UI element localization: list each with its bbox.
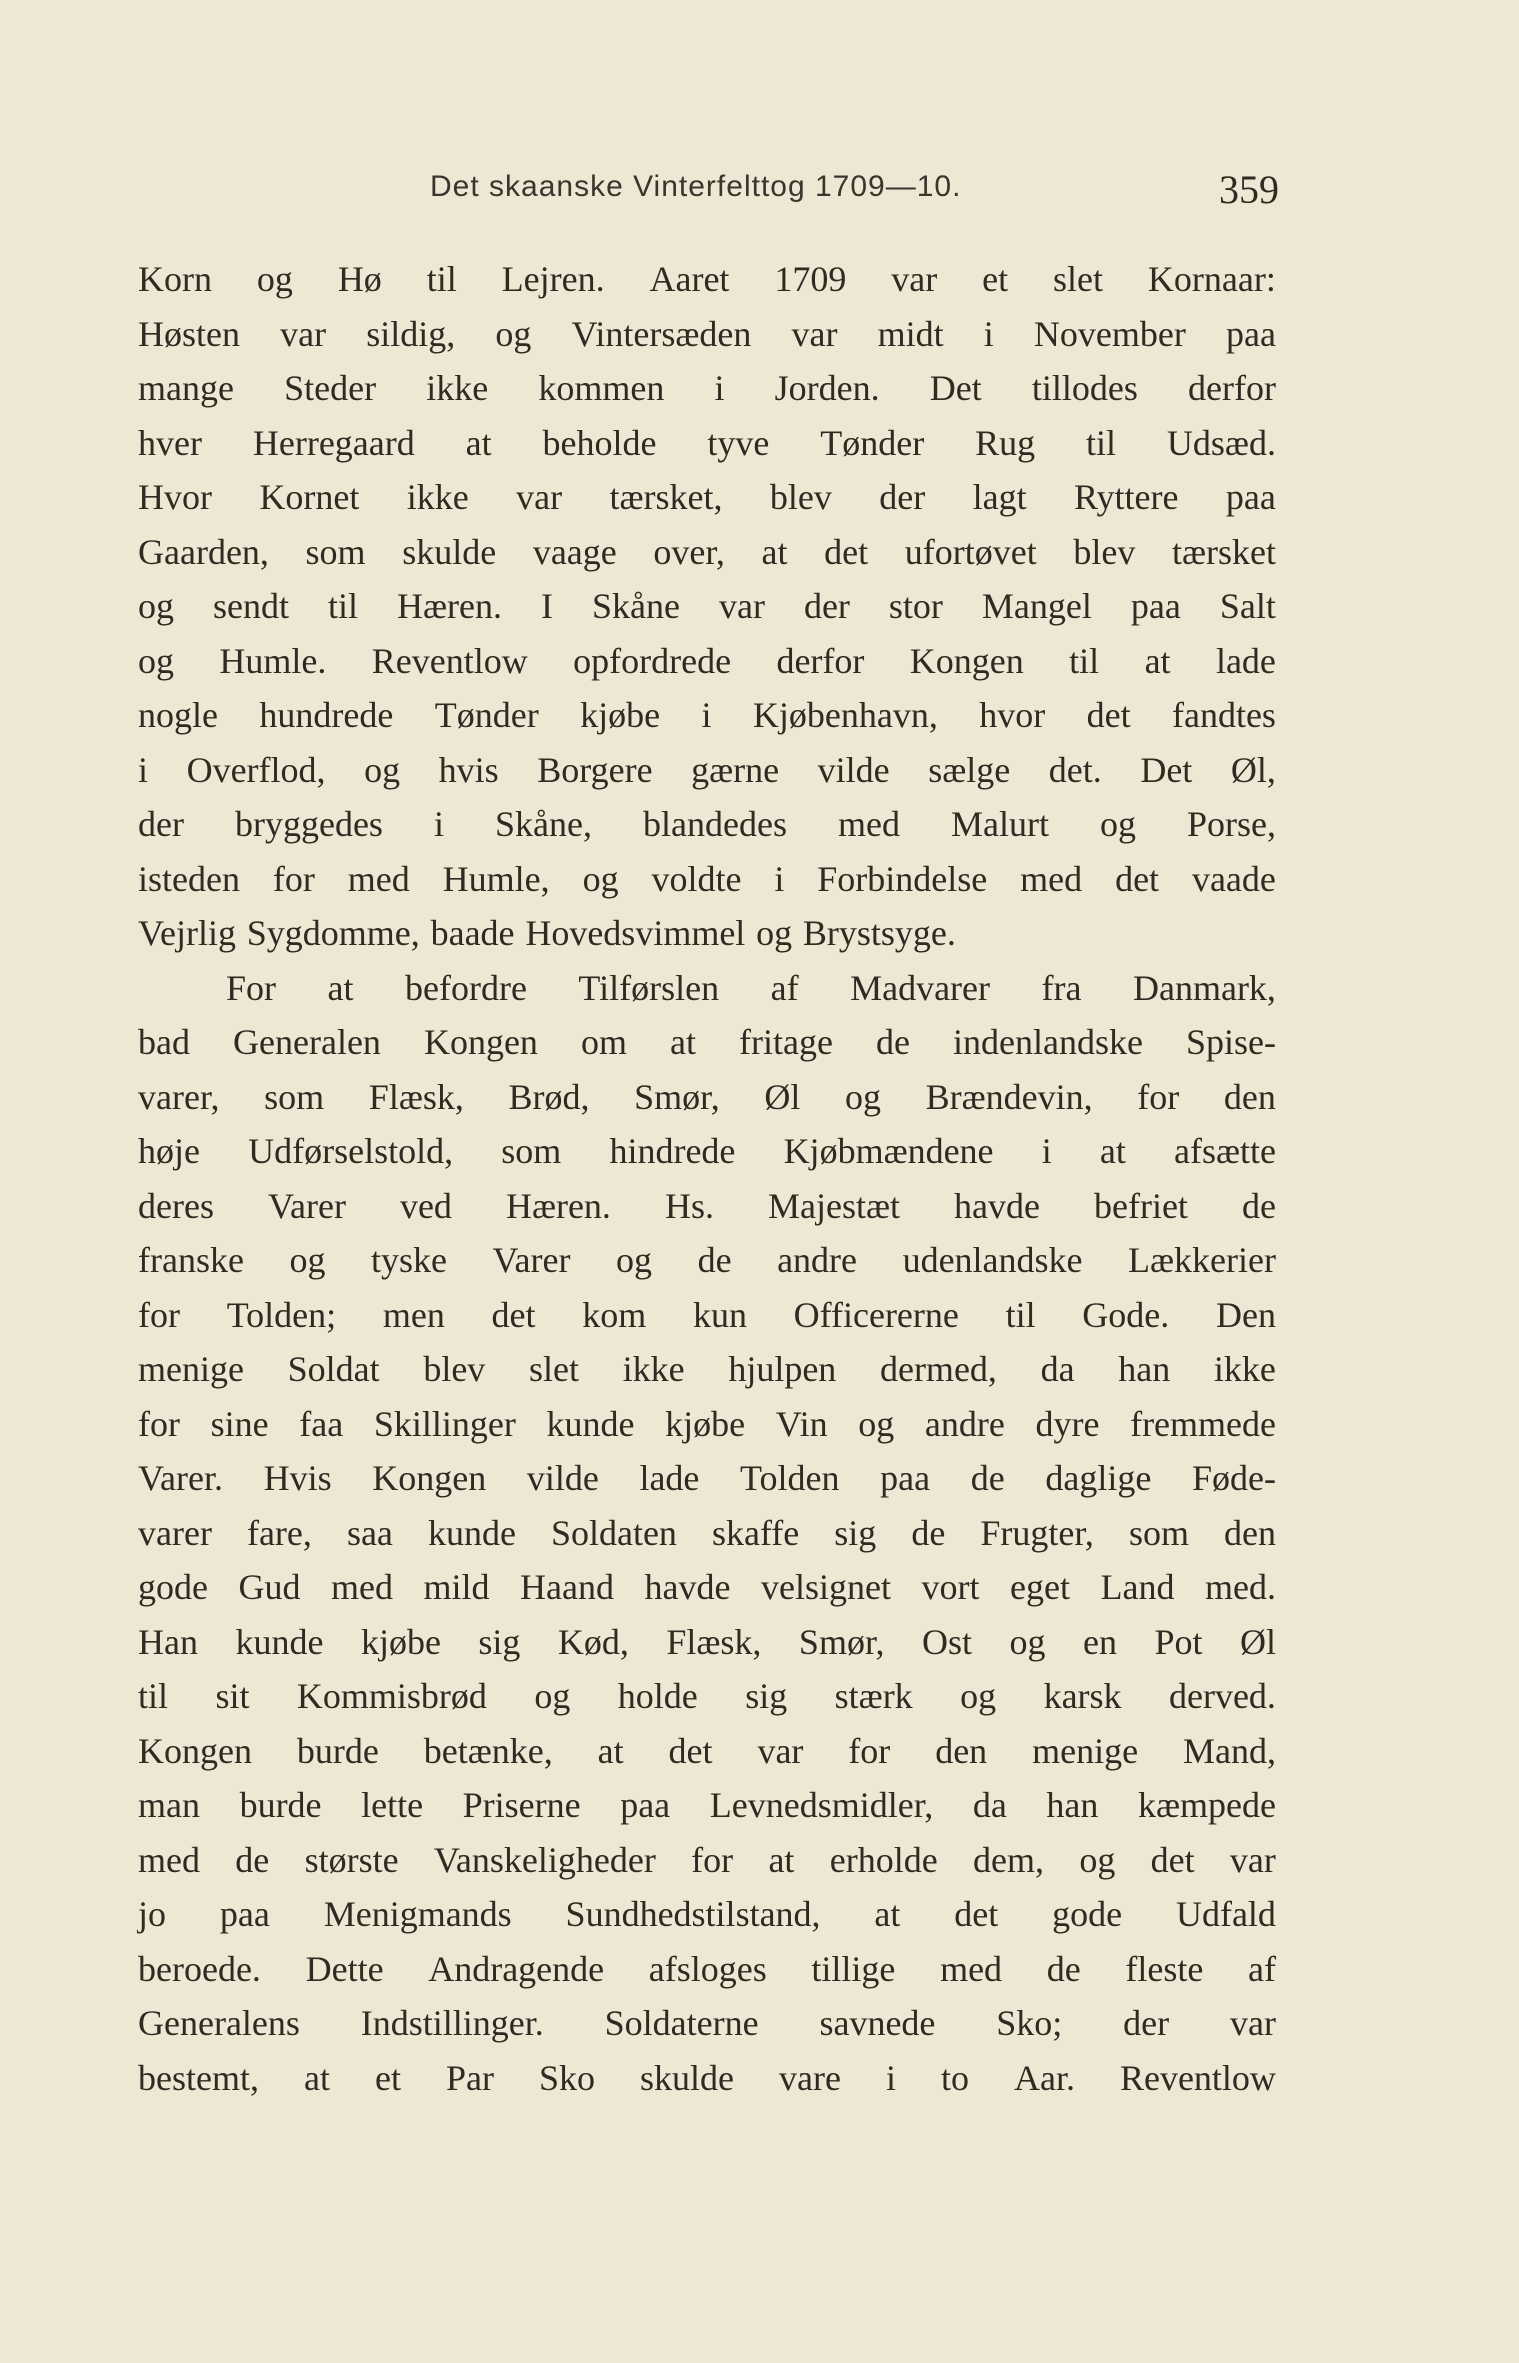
text-line: varer fare, saa kunde Soldaten skaffe sig de Frugter, som den xyxy=(138,1512,1276,1553)
text-line: og Humle. Reventlow opfordrede derfor Kongen til at lade xyxy=(138,640,1276,681)
text-line: for sine faa Skillinger kunde kjøbe Vin og andre dyre fremmede xyxy=(138,1403,1276,1444)
text-line: Korn og Hø til Lejren. Aaret 1709 var et slet Kornaar: xyxy=(138,259,1276,299)
text-line: menige Soldat blev slet ikke hjulpen dermed, da han ikke xyxy=(138,1349,1276,1389)
text-line: gode Gud med mild Haand havde velsignet vort eget Land med. xyxy=(138,1567,1276,1607)
text-line: der bryggedes i Skåne, blandedes med Malurt og Porse, xyxy=(138,804,1276,844)
text-line: Kongen burde betænke, at det var for den menige Mand, xyxy=(138,1730,1276,1771)
text-line: beroede. Dette Andragende afsloges tillige med de fleste af xyxy=(138,1948,1276,1989)
text-line: med de største Vanskeligheder for at erholde dem, og det var xyxy=(138,1839,1276,1880)
text-line: til sit Kommisbrød og holde sig stærk og karsk derved. xyxy=(138,1676,1276,1716)
text-line: i Overflod, og hvis Borgere gærne vilde sælge det. Det Øl, xyxy=(138,749,1276,790)
text-line: varer, som Flæsk, Brød, Smør, Øl og Brændevin, for den xyxy=(138,1076,1276,1117)
text-line: Generalens Indstillinger. Soldaterne savnede Sko; der var xyxy=(138,2003,1276,2043)
running-title: Det skaanske Vinterfelttog 1709—10. xyxy=(430,170,962,203)
text-line: og sendt til Hæren. I Skåne var der stor Mangel paa Salt xyxy=(138,586,1276,626)
text-line: nogle hundrede Tønder kjøbe i Kjøbenhavn, hvor det fandtes xyxy=(138,695,1276,735)
text-line: Varer. Hvis Kongen vilde lade Tolden paa de daglige Føde- xyxy=(138,1458,1276,1498)
page-number: 359 xyxy=(1219,167,1279,212)
text-line: Vejrlig Sygdomme, baade Hovedsvimmel og Brystsyge. xyxy=(138,913,956,953)
text-line: Gaarden, som skulde vaage over, at det ufortøvet blev tærsket xyxy=(138,531,1276,572)
text-line: høje Udførselstold, som hindrede Kjøbmændene i at afsætte xyxy=(138,1131,1276,1171)
text-line: mange Steder ikke kommen i Jorden. Det tillodes derfor xyxy=(138,368,1276,408)
text-line: franske og tyske Varer og de andre udenlandske Lækkerier xyxy=(138,1240,1276,1280)
text-line: Han kunde kjøbe sig Kød, Flæsk, Smør, Ost og en Pot Øl xyxy=(138,1621,1276,1662)
text-line: bad Generalen Kongen om at fritage de indenlandske Spise- xyxy=(138,1022,1276,1062)
text-line: for Tolden; men det kom kun Officererne til Gode. Den xyxy=(138,1294,1276,1335)
text-line: Hvor Kornet ikke var tærsket, blev der lagt Ryttere paa xyxy=(138,477,1276,517)
text-line: man burde lette Priserne paa Levnedsmidler, da han kæmpede xyxy=(138,1785,1276,1825)
text-line: jo paa Menigmands Sundhedstilstand, at det gode Udfald xyxy=(138,1894,1276,1934)
body-text xyxy=(138,258,1276,2111)
text-line: Høsten var sildig, og Vintersæden var midt i November paa xyxy=(138,313,1276,354)
text-line: deres Varer ved Hæren. Hs. Majestæt havde befriet de xyxy=(138,1185,1276,1226)
text-line: hver Herregaard at beholde tyve Tønder Rug til Udsæd. xyxy=(138,422,1276,463)
text-line: isteden for med Humle, og voldte i Forbindelse med det vaade xyxy=(138,858,1276,899)
text-line: bestemt, at et Par Sko skulde vare i to Aar. Reventlow xyxy=(138,2057,1276,2098)
text-line: For at befordre Tilførslen af Madvarer fra Danmark, xyxy=(226,967,1276,1008)
